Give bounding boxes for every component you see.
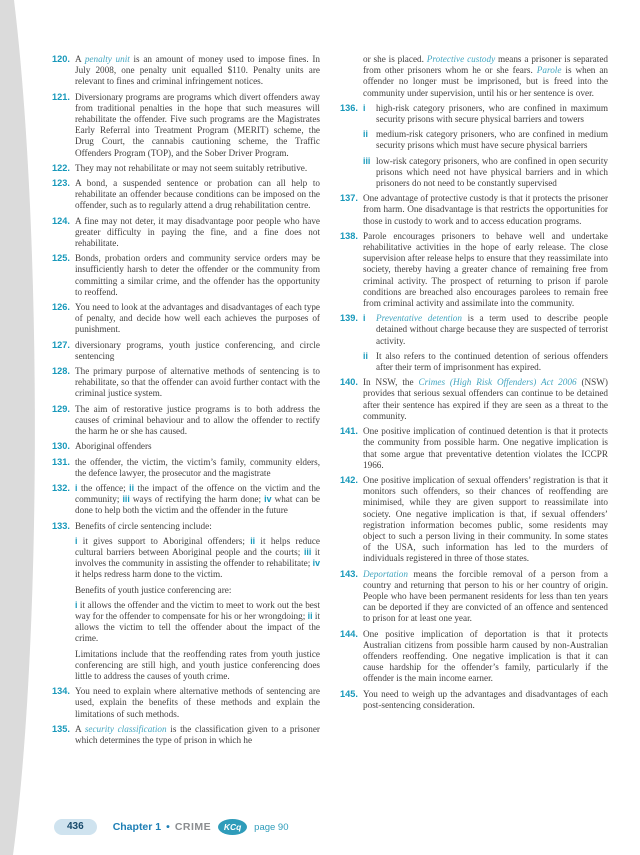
item-body xyxy=(363,629,608,685)
inline-list-marker: i xyxy=(75,599,78,610)
text-run: Bonds, probation orders and community service orders may be insufficiently harsh to deter the offender or the community from committing a similar crime, and the offender has the opportunity to reoffend. xyxy=(75,253,320,297)
paragraph xyxy=(75,92,320,159)
paragraph xyxy=(75,253,320,298)
answer-item xyxy=(340,103,608,189)
inline-list-marker: ii xyxy=(129,482,135,493)
key-term: Parole xyxy=(536,65,562,76)
paragraph xyxy=(363,54,608,99)
item-number: 133. xyxy=(52,520,70,531)
text-run: One advantage of protective custody is that it protects the prisoner from harm. One disadvantage is that restricts the opportunities for those in custody to work and to access education programs. xyxy=(363,193,608,226)
inline-list-marker: iii xyxy=(303,546,312,557)
paragraph xyxy=(75,649,320,683)
answer-item xyxy=(52,163,320,174)
text-run: it helps redress harm done to the victim. xyxy=(75,569,223,580)
paragraph-text xyxy=(376,156,608,190)
text-run: The primary purpose of alternative methods of sentencing is to rehabilitate, so that the offender can avoid further contact with the criminal justice system. xyxy=(75,366,320,399)
key-term: Crimes (High Risk Offenders) Act 2006 xyxy=(418,377,577,388)
item-body xyxy=(75,366,320,400)
text-run: You need to look at the advantages and disadvantages of each type of penalty, and decide how well each achieves the purposes of punishment. xyxy=(75,302,320,335)
list-marker: i xyxy=(363,102,366,113)
paragraph xyxy=(75,483,320,517)
item-number: 120. xyxy=(52,54,70,64)
key-term: security classification xyxy=(84,723,167,734)
inline-list-marker: iv xyxy=(312,558,320,569)
text-run: One positive implication of continued detention is that it protects the community from possible harm. One negative implication is that some argue that preventative detention violates the ICCPR 1966. xyxy=(363,426,608,470)
answer-item xyxy=(52,404,320,438)
paragraph xyxy=(363,689,608,711)
chapter-label: Chapter 1 xyxy=(112,821,162,833)
answer-item xyxy=(340,569,608,625)
text-run: it allows the offender and the victim to meet to work out the best way for the offender to compensate for his or her wrongdoing; xyxy=(75,599,320,621)
answer-item xyxy=(52,724,320,746)
inline-list-marker: ii xyxy=(307,610,313,621)
key-term: Deportation xyxy=(363,568,408,579)
answer-item xyxy=(340,426,608,471)
text-run: high-risk category prisoners, who are confined in maximum security prisons with secure physical barriers and towers xyxy=(376,102,608,125)
text-run: it allows the victim to tell the offender about the impact of the crime. xyxy=(75,610,320,644)
list-marker: i xyxy=(363,313,366,324)
item-number: 122. xyxy=(52,162,70,173)
text-run: Aboriginal offenders xyxy=(75,441,152,452)
inline-list-marker: iv xyxy=(264,494,272,505)
text-run: A xyxy=(75,54,85,64)
item-number: 137. xyxy=(340,193,358,204)
footer-separator: • xyxy=(166,821,170,833)
text-run: diversionary programs, youth justice conferencing, and circle sentencing xyxy=(75,339,320,361)
text-run: You need to weigh up the advantages and disadvantages of each post-sentencing consideration. xyxy=(363,688,608,710)
page-number-pill: 436 xyxy=(54,819,97,835)
paragraph xyxy=(75,536,320,581)
answer-item xyxy=(52,340,320,362)
text-run: Limitations include that the reoffending rates from youth justice conferencing are still high, and youth justice conferencing does little to address the causes of youth crime. xyxy=(75,648,320,681)
paragraph xyxy=(363,193,608,227)
inline-list-marker: i xyxy=(75,482,78,493)
text-run: is an amount of money used to impose fines. In July 2008, one penalty unit equalled $110. Penalty units are relevant to fines and criminal infringement notices. xyxy=(75,54,320,87)
answer-item xyxy=(340,689,608,711)
inline-list-marker: i xyxy=(75,535,78,546)
paragraph xyxy=(363,351,608,373)
text-run: They may not rehabilitate or may not seem suitably retributive. xyxy=(75,162,308,173)
item-body xyxy=(75,340,320,362)
answers-content xyxy=(52,54,608,802)
text-run: A fine may not deter, it may disadvantage poor people who have greater difficulty in paying the fine, and a fine does not rehabilitate. xyxy=(75,215,320,249)
list-marker: ii xyxy=(363,129,368,140)
paragraph-text xyxy=(376,351,608,373)
paragraph xyxy=(75,163,320,174)
paragraph xyxy=(75,340,320,362)
text-run: the offender, the victim, the victim’s family, community elders, the defence lawyer, the prosecutor and the magistrate xyxy=(75,456,320,478)
text-run: A xyxy=(75,723,85,734)
answer-item xyxy=(52,366,320,400)
text-run: the offence; xyxy=(77,482,130,493)
item-body xyxy=(363,689,608,711)
paragraph xyxy=(363,475,608,565)
item-number: 123. xyxy=(52,178,70,189)
text-run: means a prisoner is separated from other prisoners whom he or she fears. xyxy=(363,54,608,76)
answer-item xyxy=(52,92,320,159)
paragraph xyxy=(363,569,608,625)
item-number: 143. xyxy=(340,568,358,579)
paragraph xyxy=(75,404,320,438)
item-body xyxy=(75,724,320,746)
item-number: 144. xyxy=(340,628,358,639)
text-run: It also refers to the continued detention of serious offenders after their term of imprisonment has expired. xyxy=(376,350,608,373)
answer-item xyxy=(52,302,320,336)
text-run: A bond, a suspended sentence or probation can all help to rehabilitate an offender because conditions can be imposed on the offender, such as to regularly attend a drug rehabilitation centre. xyxy=(75,178,320,211)
item-number: 134. xyxy=(52,686,70,697)
item-number: 129. xyxy=(52,403,70,414)
text-run: You need to explain where alternative methods of sentencing are used, explain the benefits of these methods and explain the limitations of such methods. xyxy=(75,686,320,719)
right-column xyxy=(340,54,608,802)
paragraph xyxy=(75,366,320,400)
text-run: In NSW, the xyxy=(363,377,419,388)
answer-item xyxy=(340,54,608,99)
item-body xyxy=(363,193,608,227)
paragraph xyxy=(75,521,320,532)
item-body xyxy=(75,178,320,212)
paragraph xyxy=(75,302,320,336)
item-number: 142. xyxy=(340,474,358,485)
text-run: (NSW) provides that serious sexual offenders can continue to be detained after their sentence has expired if they are seen as a threat to the community. xyxy=(363,377,608,421)
item-number: 139. xyxy=(340,313,358,324)
paragraph xyxy=(75,178,320,212)
list-marker: ii xyxy=(363,350,368,361)
text-run: it gives support to Aboriginal offenders; xyxy=(77,535,251,546)
item-body xyxy=(75,404,320,438)
item-number: 121. xyxy=(52,91,70,102)
item-number: 125. xyxy=(52,253,70,264)
item-body xyxy=(363,426,608,471)
paragraph xyxy=(75,216,320,250)
inline-list-marker: ii xyxy=(250,535,256,546)
text-run: is a term used to describe people detained without charge because they are suspected of terrorist activity. xyxy=(376,313,608,346)
item-body xyxy=(75,441,320,452)
left-column xyxy=(52,54,320,802)
item-body xyxy=(363,231,608,309)
inline-list-marker: iii xyxy=(122,494,130,505)
key-term: Preventative detention xyxy=(376,313,462,324)
text-run: is the classification given to a prisoner which determines the type of prison in which he xyxy=(75,723,320,745)
item-number: 138. xyxy=(340,230,358,241)
paragraph xyxy=(75,54,320,88)
answer-item xyxy=(52,178,320,212)
text-run: ways of rectifying the harm done; xyxy=(129,494,265,505)
key-term: penalty unit xyxy=(84,54,130,64)
item-body xyxy=(75,54,320,88)
item-body xyxy=(363,475,608,565)
item-body xyxy=(363,54,608,99)
answer-item xyxy=(340,377,608,422)
kcq-badge: KCq xyxy=(218,819,247,835)
paragraph-text xyxy=(376,313,608,347)
paragraph xyxy=(363,156,608,190)
answer-item xyxy=(52,441,320,452)
answer-item xyxy=(52,253,320,298)
paragraph xyxy=(363,313,608,347)
item-number: 127. xyxy=(52,339,70,350)
item-number: 135. xyxy=(52,723,70,734)
item-body xyxy=(363,569,608,625)
text-run: is when an offender no longer must be imprisoned, but is freed into the community under supervision, until his or her sentence is over. xyxy=(363,65,608,98)
answer-item xyxy=(52,54,320,88)
text-run: what can be done to help both the victim and the offender in the future xyxy=(75,494,320,516)
paragraph xyxy=(363,231,608,309)
answer-item xyxy=(340,629,608,685)
paragraph-text xyxy=(376,103,608,125)
item-number xyxy=(340,54,363,99)
item-number: 141. xyxy=(340,426,358,437)
text-run: Diversionary programs are programs which divert offenders away from traditional penalties in the hope that such measures will rehabilitate the offender. Five such programs are the Magistrates Early Referral into Treatment Program (MERIT) scheme, the Drug Court, the cannabis cautioning scheme, the Traffic Offenders Program (TOP), and the Sober Driver Program. xyxy=(75,91,320,158)
text-run: means the forcible removal of a person from a country and returning that person to his or her country of origin. People who have been permanent residents for less than ten years can be deported if they are convicted of an offence and sentenced to prison for at least one year. xyxy=(363,568,608,624)
item-number: 145. xyxy=(340,688,358,699)
item-number: 126. xyxy=(52,302,70,313)
item-body xyxy=(75,163,320,174)
item-body xyxy=(363,313,608,373)
item-number: 140. xyxy=(340,377,358,388)
key-term: Protective custody xyxy=(426,54,496,64)
paragraph-text xyxy=(376,129,608,151)
item-body xyxy=(75,92,320,159)
page-reference: page 90 xyxy=(254,821,289,833)
answer-item xyxy=(340,313,608,373)
text-run: low-risk category prisoners, who are confined in open security prisons which need not have physical barriers and in which prisoners do not need to be constantly supervised xyxy=(376,155,608,189)
item-body xyxy=(75,483,320,517)
answer-item xyxy=(340,475,608,565)
answer-item xyxy=(52,483,320,517)
item-body xyxy=(75,457,320,479)
text-run: the impact of the offence on the victim and the community; xyxy=(75,482,320,505)
answer-item xyxy=(52,216,320,250)
item-number: 124. xyxy=(52,215,70,226)
item-number: 128. xyxy=(52,366,70,377)
page-footer xyxy=(54,819,289,835)
text-run: One positive implication of deportation is that it protects Australian citizens from possible harm caused by non-Australian offenders reoffending. One negative implication is that it can cause hardship for the offender’s family, particularly if the offender is the main income earner. xyxy=(363,628,608,684)
paragraph xyxy=(363,426,608,471)
paragraph xyxy=(75,600,320,645)
text-run: Benefits of circle sentencing include: xyxy=(75,520,212,531)
page-curl-shadow xyxy=(0,0,50,855)
item-number: 131. xyxy=(52,456,70,467)
text-run: The aim of restorative justice programs is to both address the causes of criminal behaviour and to allow the offender to rectify the harm he or she has caused. xyxy=(75,403,320,437)
paragraph xyxy=(75,585,320,596)
paragraph xyxy=(363,629,608,685)
paragraph xyxy=(75,441,320,452)
answer-item xyxy=(52,686,320,720)
text-run: medium-risk category prisoners, who are confined in medium security prisons which must have secure physical barriers xyxy=(376,129,608,151)
text-run: or she is placed. xyxy=(363,54,427,64)
item-number: 136. xyxy=(340,102,358,113)
answer-item xyxy=(52,521,320,683)
answer-item xyxy=(340,193,608,227)
paragraph xyxy=(75,686,320,720)
item-number: 130. xyxy=(52,441,70,452)
list-marker: iii xyxy=(363,155,371,166)
item-body xyxy=(363,103,608,189)
answer-item xyxy=(340,231,608,309)
item-body xyxy=(75,521,320,683)
item-number: 132. xyxy=(52,482,70,493)
paragraph xyxy=(363,129,608,151)
text-run: Benefits of youth justice conferencing are: xyxy=(75,584,232,595)
paragraph xyxy=(75,724,320,746)
text-run: One positive implication of sexual offenders’ registration is that it monitors such offenders, so their chances of reoffending are minimised, while they are given support to reassimilate into society. One negative implication is that, if sexual offenders’ registration information becomes public, some residents may object to such a person living in their community. In some states of the USA, such information has led to the murders of individuals registered in three of those states. xyxy=(363,474,608,564)
answer-item xyxy=(52,457,320,479)
item-body xyxy=(75,302,320,336)
paragraph xyxy=(363,377,608,422)
item-body xyxy=(75,686,320,720)
item-body xyxy=(75,253,320,298)
chapter-topic: CRIME xyxy=(174,821,212,833)
text-run: it involves the community in assisting the offender to rehabilitate; xyxy=(75,546,321,569)
item-body xyxy=(363,377,608,422)
paragraph xyxy=(75,457,320,479)
item-body xyxy=(75,216,320,250)
text-run: it helps reduce cultural barriers between Aboriginal people and the courts; xyxy=(75,535,320,557)
paragraph xyxy=(363,103,608,125)
text-run: Parole encourages prisoners to behave well and undertake rehabilitative activities in the hope of early release. The close supervision after release helps to ensure that they reassimilate into society, thereby having a greater chance of remaining free from criminal activity. The prospect of returning to prison if parole conditions are breached also encourages parolees to remain free from criminal activity and assimilate into the community. xyxy=(363,230,608,309)
